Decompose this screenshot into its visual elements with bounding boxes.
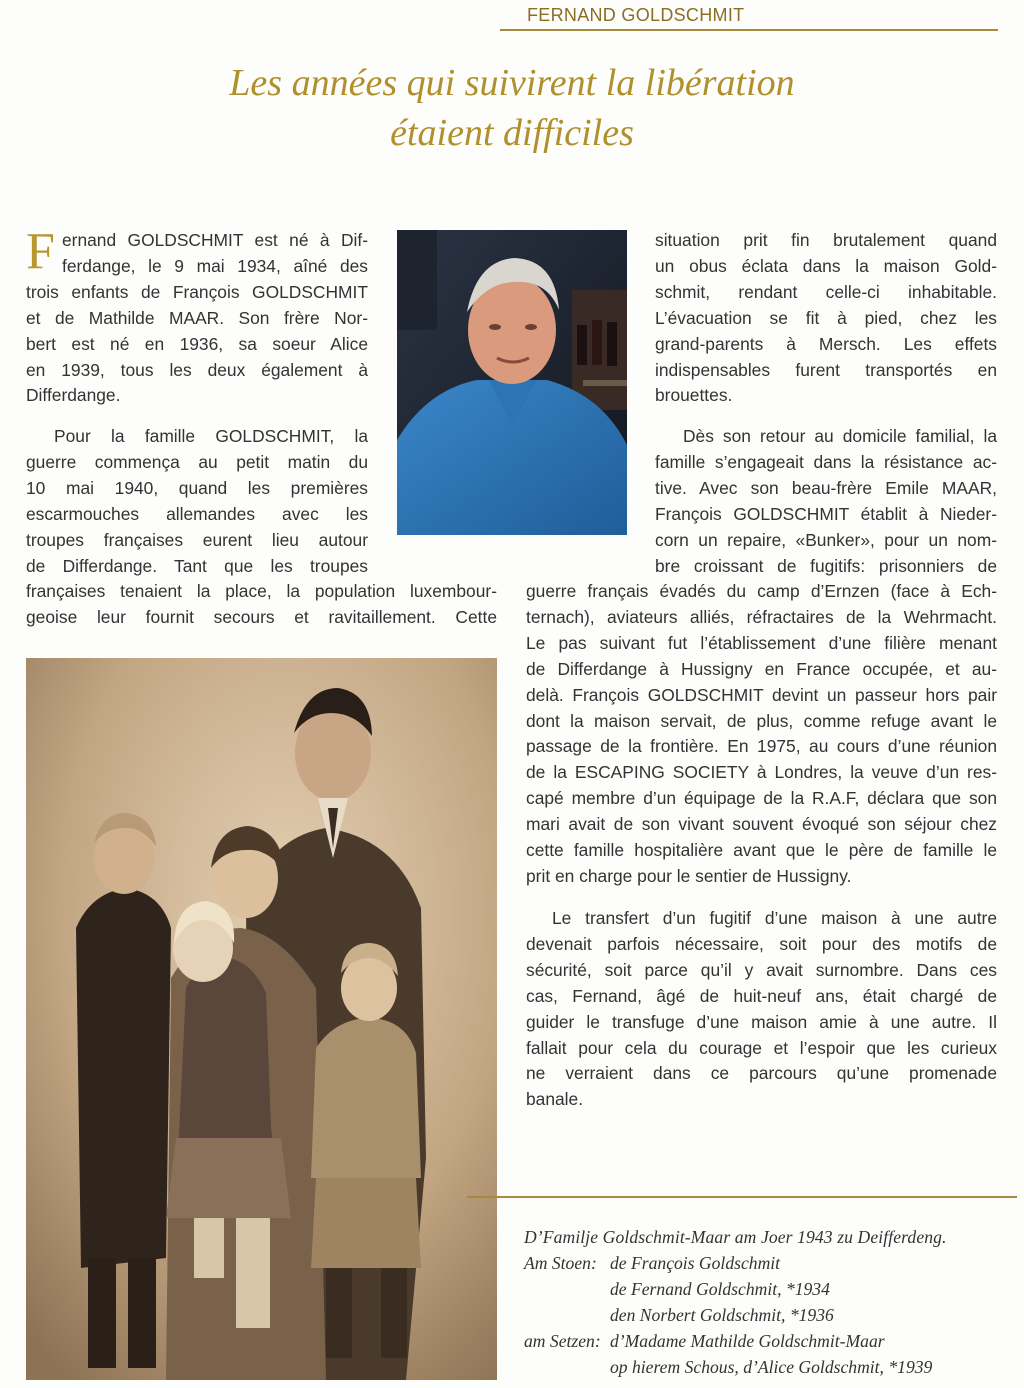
- text-line: Dès son retour au domicile familial, la: [683, 426, 997, 446]
- text-line: banale.: [526, 1089, 584, 1110]
- text-line: guerre commença au petit matin du: [26, 451, 368, 472]
- photo-caption: [524, 1224, 999, 1380]
- caption-standing-label: Am Stoen:: [524, 1253, 597, 1273]
- text-line: ne verraient dans ce parcours qu’une promenade: [526, 1063, 997, 1084]
- text-line: guider le transfuge d’une maison amie à une autre. Il: [526, 1011, 997, 1032]
- paragraph-resistance-wide: [526, 579, 997, 890]
- family-photo: [26, 658, 497, 1380]
- text-line: Le transfert d’un fugitif d’une maison à une autre: [552, 908, 997, 928]
- text-line: de la ESCAPING SOCIETY à Londres, la veuve d’un res-: [526, 762, 997, 783]
- text-line: trois enfants de François GOLDSCHMIT: [26, 281, 368, 302]
- text-line: grand-parents à Mersch. Les effets: [655, 333, 997, 354]
- portrait-photo: [397, 230, 627, 535]
- text-line: mari avait de son vivant souvent évoqué son séjour chez: [526, 814, 997, 835]
- header-rule: [500, 29, 998, 31]
- text-line: ernand GOLDSCHMIT est né à Dif-: [62, 230, 368, 250]
- caption-sitting-label: am Setzen:: [524, 1331, 601, 1351]
- text-line: bert est né en 1936, sa soeur Alice: [26, 333, 368, 354]
- text-line: L’évacuation se fit à pied, chez les: [655, 307, 997, 328]
- section-label: FERNAND GOLDSCHMIT: [527, 5, 745, 25]
- text-line: corn un repaire, «Bunker», pour un nom-: [655, 529, 997, 550]
- text-line: indispensables furent transportés en: [655, 359, 997, 380]
- caption-standing-item: den Norbert Goldschmit, *1936: [610, 1305, 834, 1325]
- text-line: tive. Avec son beau-frère Emile MAAR,: [655, 477, 997, 498]
- intro-paragraph: [26, 223, 368, 409]
- caption-title: D’Familje Goldschmit-Maar am Joer 1943 zu Deifferdeng.: [524, 1227, 947, 1247]
- drop-cap: F: [26, 223, 55, 280]
- title-line-1: Les années qui suivirent la libération: [229, 62, 795, 104]
- text-line: famille s’engageait dans la résistance ac-: [655, 451, 997, 472]
- paragraph-war-start-wide: [26, 579, 497, 631]
- text-line: 10 mai 1940, quand les premières: [26, 477, 368, 498]
- text-line: capé membre d’un équipage de la R.A.F, déclara que son: [526, 788, 997, 809]
- text-line: passage de la frontière. En 1975, au cours d’une réunion: [526, 736, 997, 757]
- text-line: Differdange.: [26, 385, 121, 406]
- caption-standing-item: de François Goldschmit: [610, 1253, 781, 1273]
- text-line: un obus éclata dans la maison Gold-: [655, 255, 997, 276]
- text-line: prit en charge pour le sentier de Hussigny.: [526, 865, 852, 886]
- text-line: devenait parfois nécessaire, soit pour des motifs de: [526, 933, 997, 954]
- caption-sitting-row: [524, 1328, 999, 1354]
- text-line: de Differdange. Tant que les troupes: [26, 555, 368, 576]
- text-line: troupes françaises eurent lieu autour: [26, 529, 368, 550]
- family-image: [26, 658, 497, 1380]
- text-line: et de Mathilde MAAR. Son frère Nor-: [26, 307, 368, 328]
- text-line: sécurité, soit parce qu’il y avait surnombre. Dans ces: [526, 959, 997, 980]
- paragraph-resistance: [655, 424, 997, 579]
- text-line: dont la maison servait, de plus, comme refuge avant le: [526, 710, 997, 731]
- title-line-2: étaient difficiles: [390, 112, 634, 154]
- caption-rule: [467, 1196, 1017, 1198]
- text-line: schmit, rendant celle-ci inhabitable.: [655, 281, 997, 302]
- portrait-image: [397, 230, 627, 535]
- text-line: cette famille hospitalière avant que le père de famille le: [526, 840, 997, 861]
- page-title: [0, 58, 1024, 158]
- text-line: de Differdange à Hussigny en France occupée, et au-: [526, 658, 997, 679]
- text-line: geoise leur fournit secours et ravitaillement. Cette: [26, 606, 497, 627]
- caption-standing-item: de Fernand Goldschmit, *1934: [610, 1279, 830, 1299]
- paragraph-evacuation: [655, 228, 997, 409]
- paragraph-transfer: [526, 906, 997, 1113]
- text-line: françaises tenaient la place, la population luxembour-: [26, 581, 497, 601]
- text-line: situation prit fin brutalement quand: [655, 230, 997, 250]
- text-line: guerre français évadés du camp d’Ernzen (face à Ech-: [526, 581, 997, 601]
- text-line: cas, Fernand, âgé de huit-neuf ans, était chargé de: [526, 985, 997, 1006]
- text-line: en 1939, tous les deux également à: [26, 359, 368, 380]
- caption-sitting-item: op hierem Schous, d’Alice Goldschmit, *1939: [610, 1357, 933, 1377]
- text-line: bre croissant de fugitifs: prisonniers de: [655, 555, 997, 576]
- text-line: François GOLDSCHMIT établit à Nieder-: [655, 503, 997, 524]
- text-line: brouettes.: [655, 385, 733, 406]
- text-line: escarmouches allemandes avec les: [26, 503, 368, 524]
- text-line: ternach), aviateurs alliés, réfractaires de la Wehrmacht.: [526, 606, 997, 627]
- paragraph-war-start: [26, 424, 368, 579]
- text-line: Le pas suivant fut l’établissement d’une filière menant: [526, 632, 997, 653]
- text-line: ferdange, le 9 mai 1934, aîné des: [62, 255, 368, 276]
- text-line: delà. François GOLDSCHMIT devint un passeur hors pair: [526, 684, 997, 705]
- text-line: fallait pour cela du courage et l’espoir que les curieux: [526, 1037, 997, 1058]
- caption-sitting-item: d’Madame Mathilde Goldschmit-Maar: [610, 1331, 885, 1351]
- caption-standing-row: [524, 1250, 999, 1276]
- text-line: Pour la famille GOLDSCHMIT, la: [54, 426, 368, 446]
